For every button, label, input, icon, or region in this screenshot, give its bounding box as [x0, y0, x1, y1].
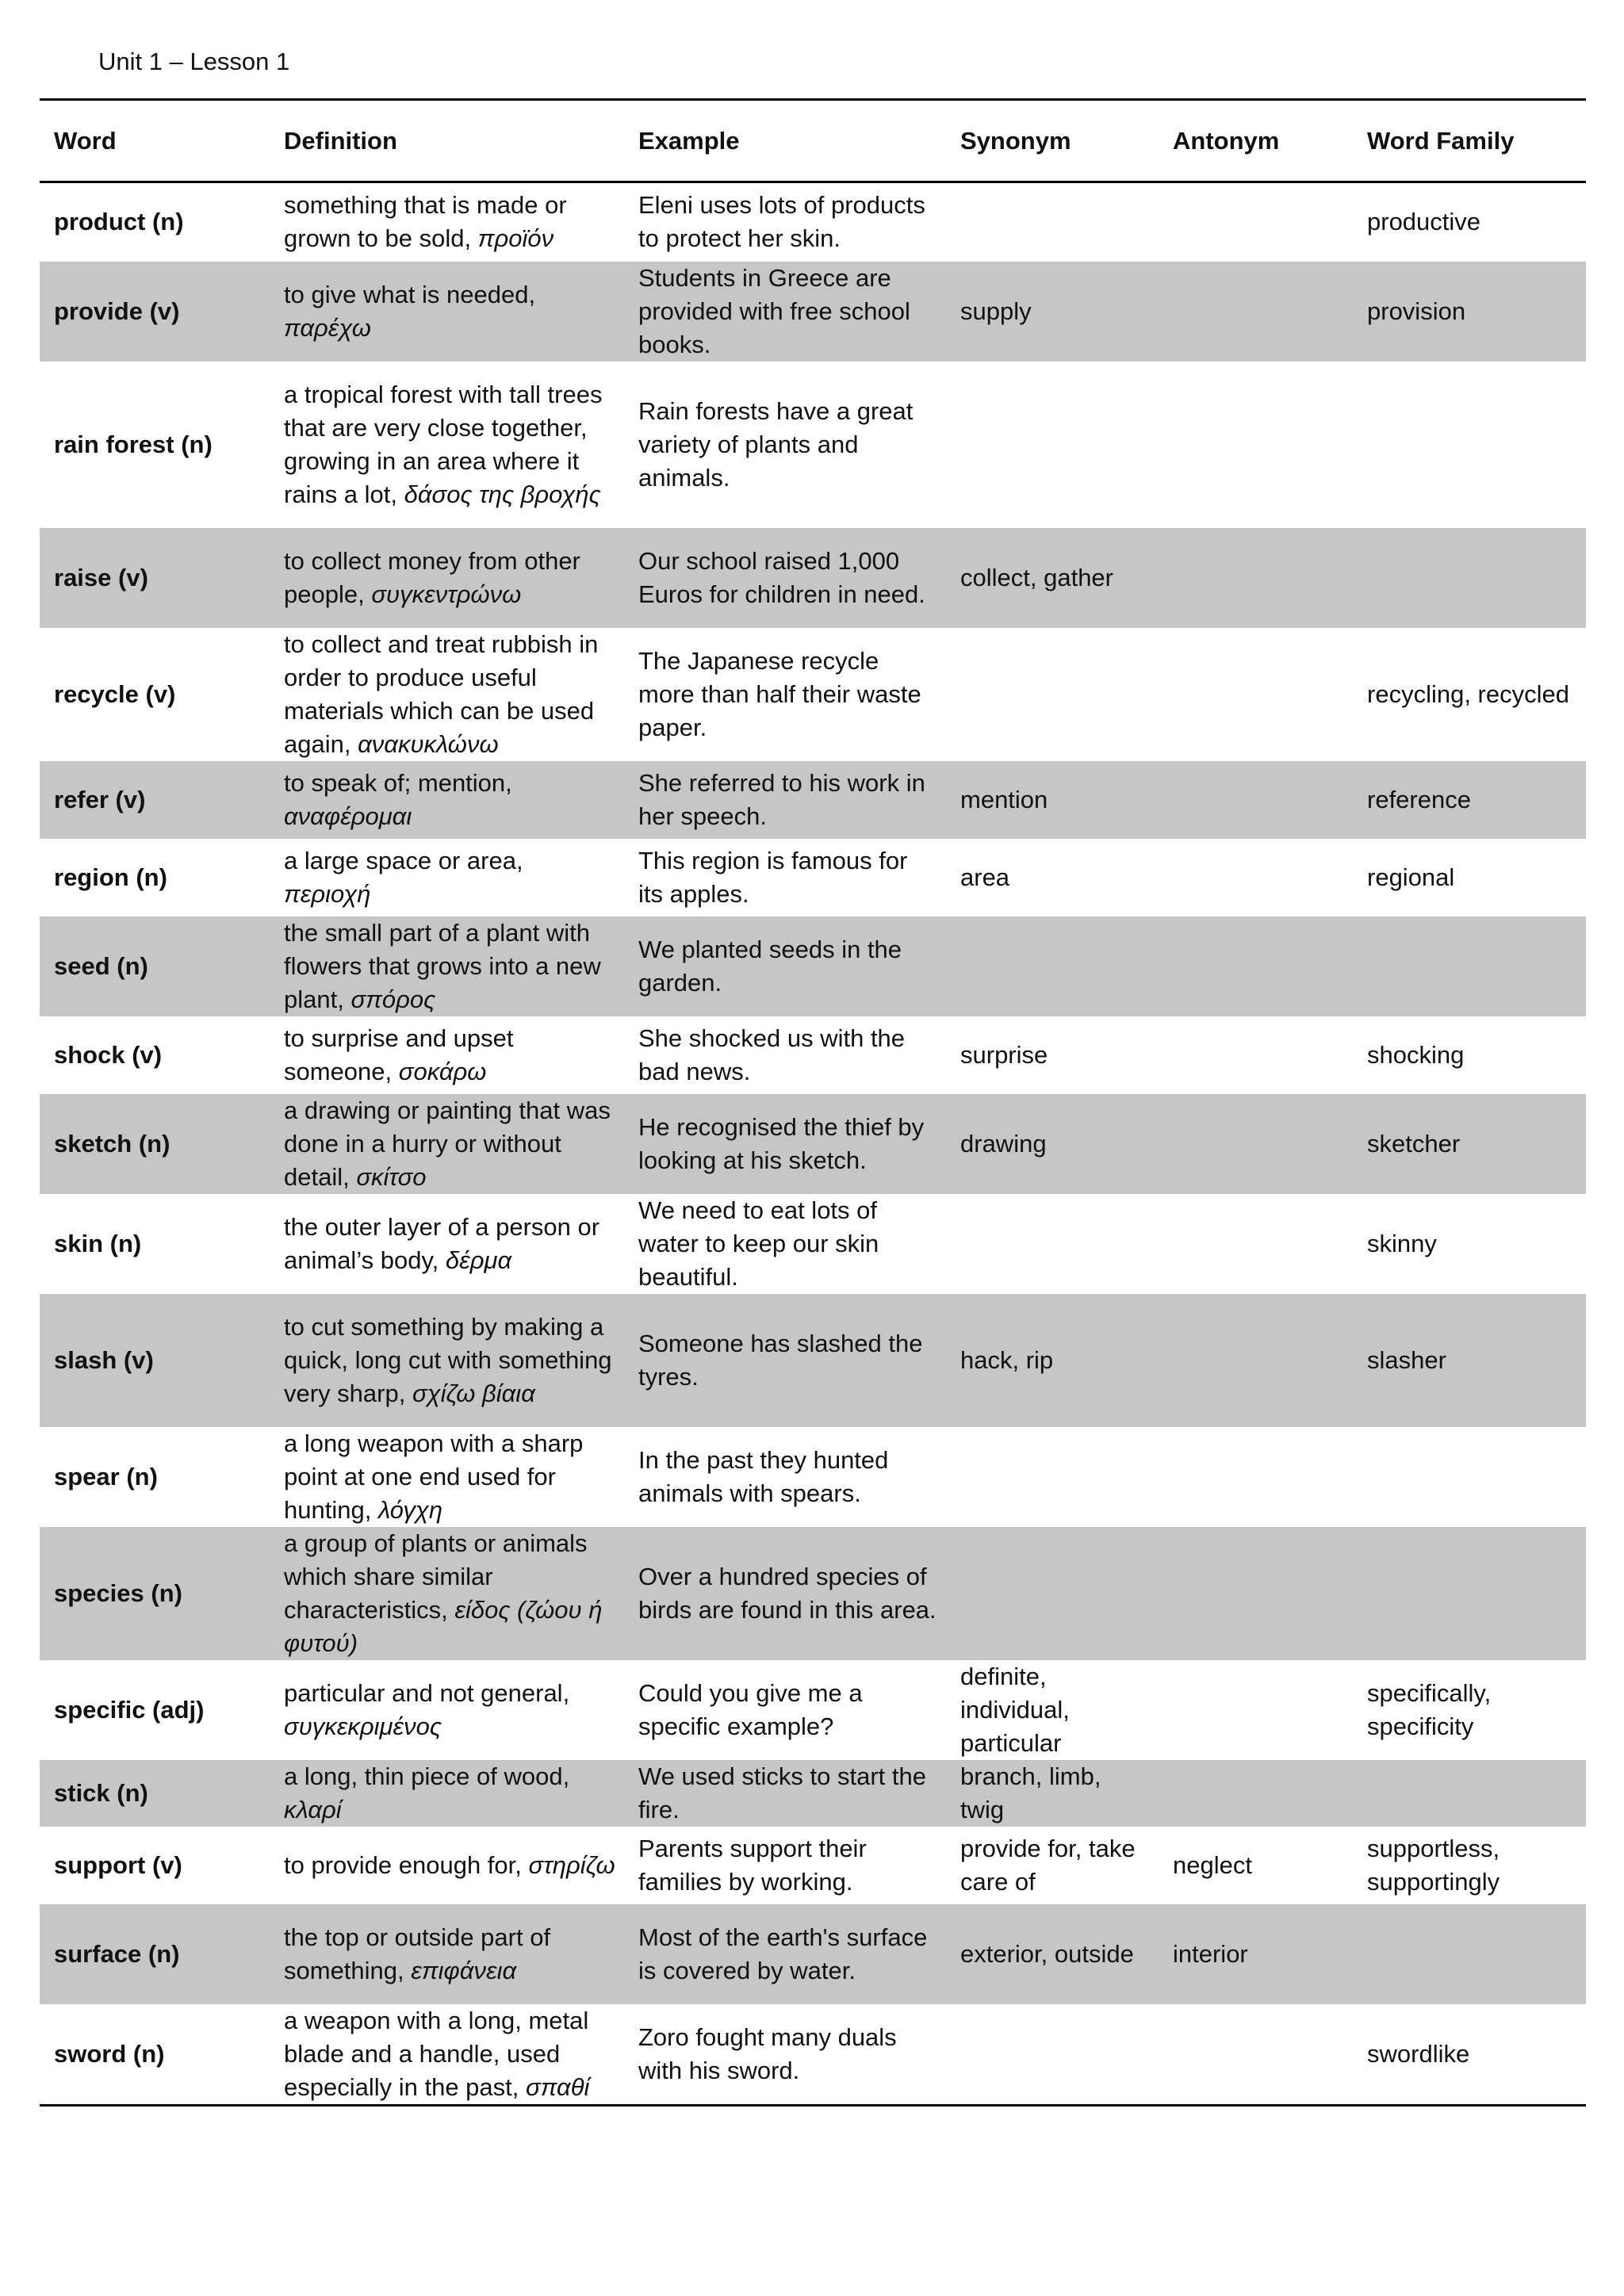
table-row [40, 839, 1586, 916]
antonym-cell [1159, 761, 1353, 839]
word-family-cell [1353, 362, 1586, 528]
greek-translation: σοκάρω [398, 1057, 487, 1085]
definition-text: to collect money from other people, [284, 546, 580, 608]
word-family-cell: slasher [1353, 1294, 1586, 1427]
table-row [40, 262, 1586, 362]
definition-cell [270, 1827, 624, 1904]
definition-text: to give what is needed, [284, 280, 536, 308]
greek-translation: παρέχω [284, 313, 371, 342]
word-cell: provide (v) [40, 262, 270, 362]
synonym-cell: mention [946, 761, 1159, 839]
table-row [40, 1016, 1586, 1094]
antonym-cell [1159, 262, 1353, 362]
antonym-cell [1159, 1427, 1353, 1527]
definition-cell [270, 916, 624, 1016]
table-header [40, 100, 1586, 182]
example-cell: This region is famous for its apples. [638, 846, 908, 908]
greek-translation: λόγχη [377, 1495, 443, 1524]
header-synonym: Synonym [946, 100, 1159, 182]
definition-cell [270, 628, 624, 761]
greek-translation: είδος (ζώου ή φυτού) [284, 1595, 603, 1657]
definition-cell [270, 1527, 624, 1660]
definition-text: to surprise and upset someone, [284, 1024, 514, 1085]
table-row [40, 1194, 1586, 1294]
synonym-cell [946, 916, 1159, 1016]
word-cell: seed (n) [40, 916, 270, 1016]
antonym-cell [1159, 916, 1353, 1016]
greek-translation: στηρίζω [528, 1850, 615, 1879]
word-family-cell [1353, 916, 1586, 1016]
definition-text: a weapon with a long, metal blade and a handle, used especially in the past, [284, 2006, 589, 2101]
antonym-cell [1159, 1660, 1353, 1760]
synonym-cell: area [960, 863, 1010, 891]
antonym-cell [1159, 1294, 1353, 1427]
antonym-cell [1159, 1094, 1353, 1194]
word-cell: rain forest (n) [54, 430, 213, 458]
word-family-cell [1353, 1427, 1586, 1527]
example-cell: Over a hundred species of birds are found in this area. [624, 1527, 946, 1660]
definition-text: a group of plants or animals which share similar characteristics, [284, 1529, 588, 1624]
antonym-cell [1159, 182, 1353, 262]
synonym-cell: drawing [946, 1094, 1159, 1194]
antonym-cell: neglect [1173, 1850, 1252, 1879]
table-row [40, 182, 1586, 262]
definition-cell [270, 262, 624, 362]
definition-cell [270, 1294, 624, 1427]
antonym-cell [1159, 628, 1353, 761]
word-family-cell: shocking [1367, 1040, 1465, 1069]
antonym-cell: interior [1159, 1904, 1353, 2004]
example-cell: Parents support their families by working. [638, 1834, 867, 1896]
greek-translation: περιοχή [284, 879, 371, 908]
definition-cell [270, 1194, 624, 1294]
table-row [40, 628, 1586, 761]
word-family-cell: sketcher [1353, 1094, 1586, 1194]
greek-translation: σχίζω βίαια [412, 1379, 535, 1407]
example-cell: The Japanese recycle more than half their waste paper. [638, 646, 921, 741]
table-row [40, 528, 1586, 628]
definition-cell [270, 1016, 624, 1094]
word-cell: raise (v) [40, 528, 270, 628]
definition-cell [270, 1660, 624, 1760]
page-header: Unit 1 – Lesson 1 [98, 48, 290, 75]
word-family-cell: swordlike [1353, 2004, 1586, 2106]
definition-text: to provide enough for, [284, 1850, 529, 1879]
definition-cell [270, 761, 624, 839]
definition-cell [270, 839, 624, 916]
table-row [40, 1760, 1586, 1827]
header-antonym: Antonym [1159, 100, 1353, 182]
synonym-cell: exterior, outside [946, 1904, 1159, 2004]
word-cell: surface (n) [40, 1904, 270, 2004]
definition-text: a drawing or painting that was done in a hurry or without detail, [284, 1096, 611, 1191]
synonym-cell: branch, limb, twig [946, 1760, 1159, 1827]
example-cell: Our school raised 1,000 Euros for children in need. [624, 528, 946, 628]
word-cell: species (n) [40, 1527, 270, 1660]
antonym-cell [1159, 1194, 1353, 1294]
greek-translation: συγκεντρώνω [371, 580, 522, 608]
definition-text: to cut something by making a quick, long cut with something very sharp, [284, 1312, 612, 1407]
table-row [40, 2004, 1586, 2106]
definition-text: particular and not general, [284, 1678, 570, 1707]
header-row [40, 100, 1586, 182]
word-family-cell [1353, 1760, 1586, 1827]
word-family-cell: specifically, specificity [1367, 1678, 1492, 1740]
word-family-cell [1353, 1527, 1586, 1660]
table-row [40, 1294, 1586, 1427]
table-row [40, 1904, 1586, 2004]
definition-text: the small part of a plant with flowers that grows into a new plant, [284, 918, 601, 1013]
greek-translation: δέρμα [445, 1246, 512, 1274]
greek-translation: δάσος της βροχής [404, 480, 601, 508]
definition-cell [270, 362, 624, 528]
definition-cell [270, 1904, 624, 2004]
word-family-cell [1353, 528, 1586, 628]
antonym-cell [1159, 2004, 1353, 2106]
greek-translation: σκίτσο [356, 1162, 427, 1191]
table-row [40, 916, 1586, 1016]
word-family-cell: skinny [1367, 1229, 1437, 1257]
word-cell: sword (n) [40, 2004, 270, 2106]
greek-translation: αναφέρομαι [284, 802, 412, 830]
definition-text: the top or outside part of something, [284, 1923, 551, 1984]
word-cell: skin (n) [54, 1229, 142, 1257]
definition-text: a tropical forest with tall trees that are very close together, growing in an area where it rains a lot, [284, 380, 603, 508]
definition-cell [270, 1427, 624, 1527]
antonym-cell [1159, 1760, 1353, 1827]
greek-translation: κλαρί [284, 1795, 342, 1823]
greek-translation: προϊόν [477, 224, 554, 253]
word-cell: spear (n) [54, 1462, 158, 1490]
table-row [40, 1527, 1586, 1660]
definition-text: a large space or area, [284, 846, 523, 874]
table-row [40, 761, 1586, 839]
example-cell: She referred to his work in her speech. [624, 761, 946, 839]
word-cell: stick (n) [40, 1760, 270, 1827]
header-word: Word [40, 100, 270, 182]
example-cell: We need to eat lots of water to keep our skin beautiful. [638, 1196, 879, 1291]
example-cell: Eleni uses lots of products to protect her skin. [638, 191, 925, 253]
vocabulary-table [40, 98, 1586, 2107]
word-family-cell: regional [1367, 863, 1455, 891]
example-cell: Students in Greece are provided with free school books. [624, 262, 946, 362]
synonym-cell [946, 362, 1159, 528]
definition-cell [270, 2004, 624, 2106]
synonym-cell [946, 182, 1159, 262]
example-cell: Rain forests have a great variety of plants and animals. [638, 396, 914, 492]
antonym-cell [1159, 1016, 1353, 1094]
word-cell: slash (v) [40, 1294, 270, 1427]
table-body [40, 182, 1586, 2106]
definition-text: a long weapon with a sharp point at one end used for hunting, [284, 1429, 584, 1524]
table-row [40, 1427, 1586, 1527]
synonym-cell [946, 1527, 1159, 1660]
example-cell: We planted seeds in the garden. [624, 916, 946, 1016]
word-cell: shock (v) [54, 1040, 163, 1069]
word-cell: product (n) [54, 208, 184, 236]
synonym-cell: definite, individual, particular [960, 1662, 1070, 1757]
antonym-cell [1159, 839, 1353, 916]
word-family-cell [1353, 1904, 1586, 2004]
greek-translation: σπαθί [526, 2072, 590, 2101]
greek-translation: σπόρος [350, 985, 436, 1013]
word-cell: support (v) [54, 1850, 182, 1879]
synonym-cell [946, 2004, 1159, 2106]
synonym-cell: provide for, take care of [960, 1834, 1136, 1896]
synonym-cell [946, 1194, 1159, 1294]
word-cell: specific (adj) [54, 1695, 205, 1724]
example-cell: Someone has slashed the tyres. [624, 1294, 946, 1427]
word-cell: sketch (n) [40, 1094, 270, 1194]
synonym-cell: supply [946, 262, 1159, 362]
example-cell: We used sticks to start the fire. [624, 1760, 946, 1827]
word-family-cell: productive [1367, 208, 1481, 236]
definition-cell [270, 182, 624, 262]
table-row [40, 1660, 1586, 1760]
definition-text: the outer layer of a person or animal’s body, [284, 1212, 600, 1274]
definition-cell [270, 528, 624, 628]
header-example: Example [624, 100, 946, 182]
definition-text: to collect and treat rubbish in order to produce useful materials which can be used again, [284, 629, 599, 758]
example-cell: She shocked us with the bad news. [638, 1024, 906, 1085]
word-family-cell: provision [1353, 262, 1586, 362]
example-cell: Could you give me a specific example? [638, 1678, 863, 1740]
definition-text: to speak of; mention, [284, 768, 512, 797]
header-definition: Definition [270, 100, 624, 182]
word-cell: refer (v) [40, 761, 270, 839]
example-cell: He recognised the thief by looking at his sketch. [624, 1094, 946, 1194]
example-cell: Zoro fought many duals with his sword. [624, 2004, 946, 2106]
example-cell: In the past they hunted animals with spears. [638, 1445, 889, 1507]
word-family-cell: reference [1353, 761, 1586, 839]
header-word-family: Word Family [1353, 100, 1586, 182]
example-cell: Most of the earth's surface is covered by water. [624, 1904, 946, 2004]
antonym-cell [1159, 1527, 1353, 1660]
word-cell: region (n) [54, 863, 167, 891]
greek-translation: ανακυκλώνω [358, 729, 499, 758]
greek-translation: επιφάνεια [411, 1956, 517, 1984]
synonym-cell: hack, rip [946, 1294, 1159, 1427]
antonym-cell [1159, 362, 1353, 528]
definition-text: a long, thin piece of wood, [284, 1762, 570, 1790]
table-row [40, 1827, 1586, 1904]
word-cell: recycle (v) [54, 679, 176, 708]
synonym-cell [946, 628, 1159, 761]
definition-text: something that is made or grown to be sold, [284, 191, 567, 253]
definition-cell [270, 1094, 624, 1194]
word-family-cell: supportless, supportingly [1367, 1834, 1500, 1896]
greek-translation: συγκεκριμένος [284, 1712, 442, 1740]
table-row [40, 362, 1586, 528]
synonym-cell: collect, gather [946, 528, 1159, 628]
synonym-cell: surprise [960, 1040, 1048, 1069]
synonym-cell [946, 1427, 1159, 1527]
word-family-cell: recycling, recycled [1367, 679, 1569, 708]
definition-cell [270, 1760, 624, 1827]
table-row [40, 1094, 1586, 1194]
antonym-cell [1159, 528, 1353, 628]
